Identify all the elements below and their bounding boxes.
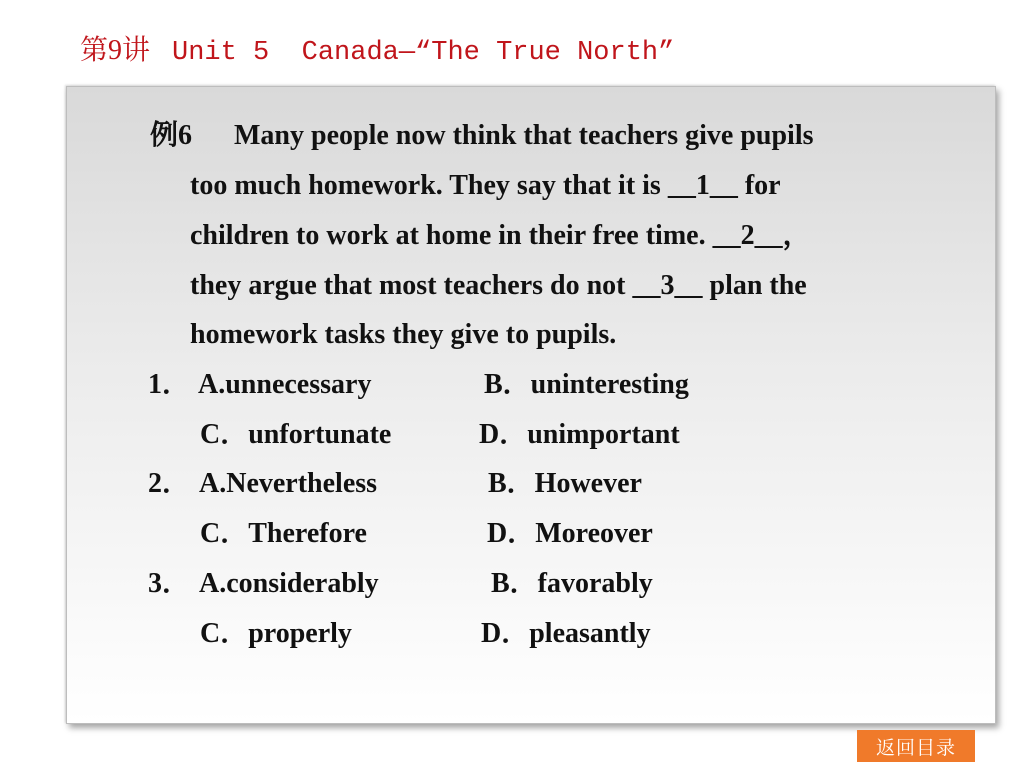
passage-line: they argue that most teachers do not __3__ plan the [190, 270, 807, 301]
option-c: C．Therefore [200, 518, 367, 549]
question-label: 例6 [150, 120, 193, 151]
option-b: B．However [488, 468, 642, 499]
option-d: D．unimportant [479, 419, 680, 450]
passage-line: children to work at home in their free time. __2__， [190, 220, 811, 251]
passage-line: Many people now think that teachers give pupils [234, 120, 814, 151]
passage-line: homework tasks they give to pupils. [190, 319, 617, 350]
option-d: D．pleasantly [481, 618, 651, 649]
item-number: 3． [148, 568, 191, 599]
item-number: 1． [148, 369, 191, 400]
item-number: 2． [148, 468, 191, 499]
option-c: C．unfortunate [200, 419, 392, 450]
option-a: A.Nevertheless [199, 468, 378, 499]
passage-line: too much homework. They say that it is __1__ for [190, 170, 781, 201]
unit-title: Unit 5 Canada—“The True North” [172, 38, 675, 68]
option-d: D．Moreover [487, 518, 653, 549]
option-a: A.considerably [199, 568, 379, 599]
page-title [80, 28, 674, 68]
option-c: C．properly [200, 618, 352, 649]
option-b: B．favorably [491, 568, 653, 599]
option-a: A.unnecessary [198, 369, 372, 400]
option-b: B．uninteresting [484, 369, 689, 400]
back-to-contents-button[interactable]: 返回目录 [857, 730, 975, 762]
lesson-number: 第9讲 [80, 35, 151, 66]
